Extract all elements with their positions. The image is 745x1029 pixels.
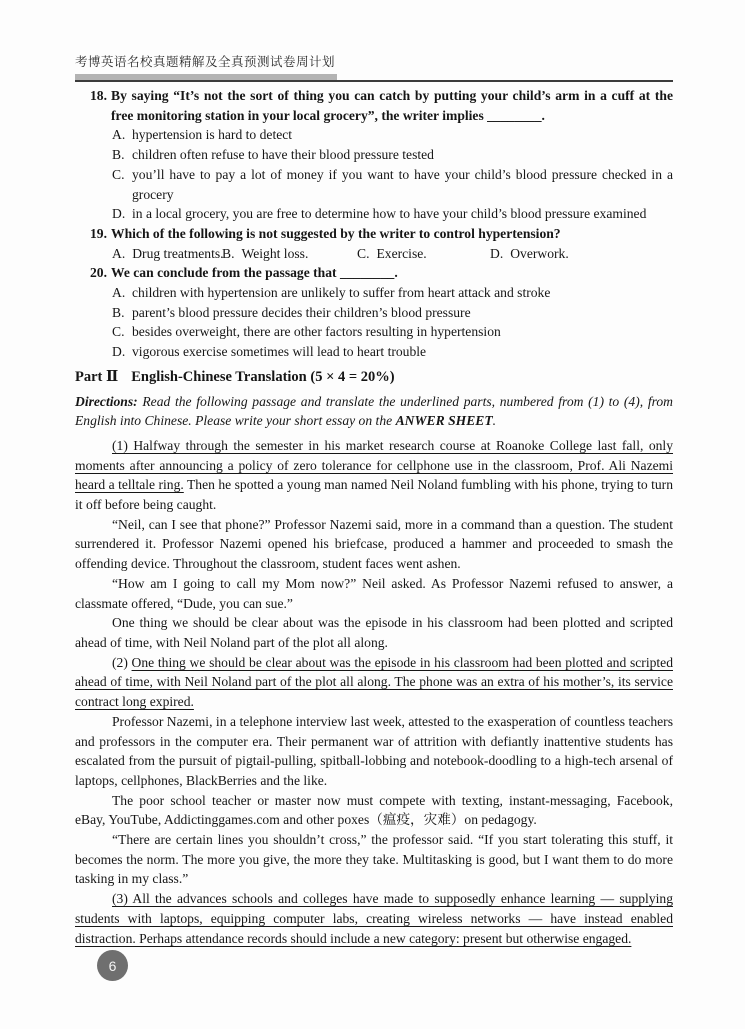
option-label: A.: [112, 245, 126, 261]
inline-options-row: [112, 244, 673, 264]
option-text: children with hypertension are unlikely to suffer from heart attack and stroke: [132, 285, 551, 301]
option-text: parent’s blood pressure decides their children’s blood pressure: [132, 304, 471, 320]
page-number: 6: [108, 957, 117, 974]
option-text: children often refuse to have their blood pressure tested: [132, 147, 434, 163]
question-stem: Which of the following is not suggested by the writer to control hypertension?: [111, 225, 561, 241]
passage-paragraph-2: [75, 515, 673, 574]
passage-paragraph-8: [75, 830, 673, 889]
question-number: 18.: [90, 88, 107, 103]
passage-paragraph-5: [75, 653, 673, 712]
option-d: [75, 204, 673, 224]
directions-emphasis: ANWER SHEET: [395, 413, 493, 429]
underlined-segment-1: (1) Halfway through the semester in his market research course at Roanoke College last fall, only moments after announcing a policy of zero tolerance for cellphone use in the classroom, Prof. Ali Nazemi heard a telltale ring.: [75, 437, 673, 493]
directions: [75, 392, 673, 431]
option-label: B.: [112, 304, 125, 320]
plain-segment: Then he spotted a young man named Neil Noland fumbling with his phone, trying to turn it off before being caught.: [75, 477, 673, 513]
option-b: [222, 244, 357, 264]
option-text: Drug treatments.: [132, 245, 224, 261]
option-label: B.: [222, 245, 235, 261]
plain-segment: “There are certain lines you shouldn’t cross,” the professor said. “If you start tolerating this stuff, it becomes the norm. The more you give, the more they take. Multitasking is good, but I want them to do more tasking in my class.”: [75, 832, 673, 887]
plain-segment: “How am I going to call my Mom now?” Neil asked. As Professor Nazemi refused to answer, a classmate offered, “Dude, you can sue.”: [75, 575, 673, 611]
plain-segment: Professor Nazemi, in a telephone interview last week, attested to the exasperation of countless teachers and professors in the computer era. Their permanent war of attrition with defiantly inattentive students has escalated from the pursuit of pigtail-pulling, spitball-lobbing and notebook-doodling to a high-tech arsenal of laptops, cellphones, BlackBerries and the like.: [75, 713, 673, 788]
option-d: [490, 244, 569, 264]
paragraph-marker: (2): [112, 654, 132, 670]
option-label: C.: [112, 166, 125, 182]
option-text: vigorous exercise sometimes will lead to heart trouble: [132, 344, 427, 360]
option-c: [75, 165, 673, 204]
option-label: D.: [490, 245, 504, 261]
directions-period: .: [492, 413, 497, 429]
questions-section: [75, 86, 673, 362]
page-header: [75, 54, 673, 82]
book-title: 考博英语名校真题精解及全真预测试卷周计划: [75, 54, 336, 69]
passage-paragraph-6: [75, 712, 673, 791]
question-19: [75, 224, 673, 263]
directions-label: Directions:: [75, 393, 138, 409]
option-d: [75, 342, 673, 362]
underlined-segment-2: One thing we should be clear about was the episode in his classroom had been plotted and scripted ahead of time, with Neil Noland part of the plot all along. The phone was an extra of his mother’s, its service contract long expired.: [75, 654, 673, 710]
option-label: C.: [112, 324, 125, 340]
passage: [75, 436, 673, 948]
option-text: you’ll have to pay a lot of money if you want to have your child’s blood pressure checked in a grocery: [132, 166, 673, 202]
option-text: in a local grocery, you are free to determine how to have your child’s blood pressure examined: [132, 206, 647, 222]
page-number-badge: [97, 950, 128, 981]
option-a: [75, 283, 673, 303]
option-a: [112, 244, 222, 264]
question-stem-row: [75, 86, 673, 125]
header-rule: [75, 73, 673, 82]
option-c: [357, 244, 490, 264]
directions-body: Read the following passage and translate the underlined parts, numbered from (1) to (4), from English into Chinese. Please write your short essay on the: [75, 393, 673, 429]
question-number: 19.: [90, 225, 107, 241]
option-label: D.: [112, 344, 126, 360]
question-number: 20.: [90, 265, 107, 281]
option-label: B.: [112, 147, 125, 163]
option-label: D.: [112, 206, 126, 222]
passage-paragraph-9: [75, 889, 673, 948]
option-text: Exercise.: [376, 245, 427, 261]
option-label: A.: [112, 127, 126, 143]
option-text: Weight loss.: [241, 245, 309, 261]
option-c: [75, 322, 673, 342]
question-stem-row: [75, 224, 673, 244]
header-rule-line: [75, 80, 673, 82]
question-stem: By saying “It’s not the sort of thing you can catch by putting your child’s arm in a cuff at the free monitoring station in your local grocery”, the writer implies ________.: [111, 88, 673, 123]
option-label: A.: [112, 285, 126, 301]
question-20: [75, 263, 673, 362]
question-stem: We can conclude from the passage that ________.: [111, 265, 398, 281]
passage-paragraph-3: [75, 574, 673, 613]
underlined-segment-3: (3) All the advances schools and colleges have made to supposedly enhance learning — supplying students with laptops, equipping computer labs, creating wireless networks — have instead enabled distraction. Perhaps attendance records should include a new category: present but otherwise engaged.: [75, 891, 673, 946]
option-b: [75, 145, 673, 165]
part2-label: Part Ⅱ: [75, 368, 119, 385]
translation-section: [75, 368, 673, 948]
question-18: [75, 86, 673, 224]
page-content: [75, 86, 673, 948]
passage-paragraph-7: [75, 791, 673, 830]
option-a: [75, 125, 673, 145]
option-label: C.: [357, 245, 370, 261]
plain-segment: “Neil, can I see that phone?” Professor Nazemi said, more in a command than a question. The student surrendered it. Professor Nazemi opened his briefcase, produced a hammer and proceeded to smash the offending device. Throughout the classroom, student faces went ashen.: [75, 516, 673, 572]
option-text: Overwork.: [510, 245, 569, 261]
option-b: [75, 303, 673, 323]
passage-paragraph-1: [75, 436, 673, 515]
part2-title: English-Chinese Translation (5 × 4 = 20%): [131, 368, 395, 385]
plain-segment: One thing we should be clear about was the episode in his classroom had been plotted and scripted ahead of time, with Neil Noland part of the plot all along.: [75, 615, 673, 650]
question-stem-row: [75, 263, 673, 283]
part2-heading: [75, 368, 673, 388]
plain-segment: The poor school teacher or master now must compete with texting, instant-messaging, Facebook, eBay, YouTube, Addictinggames.com and other poxes（瘟疫，灾难）on pedagogy.: [75, 792, 673, 828]
option-text: hypertension is hard to detect: [132, 127, 293, 143]
option-text: besides overweight, there are other factors resulting in hypertension: [132, 324, 501, 340]
passage-paragraph-4: [75, 613, 673, 652]
